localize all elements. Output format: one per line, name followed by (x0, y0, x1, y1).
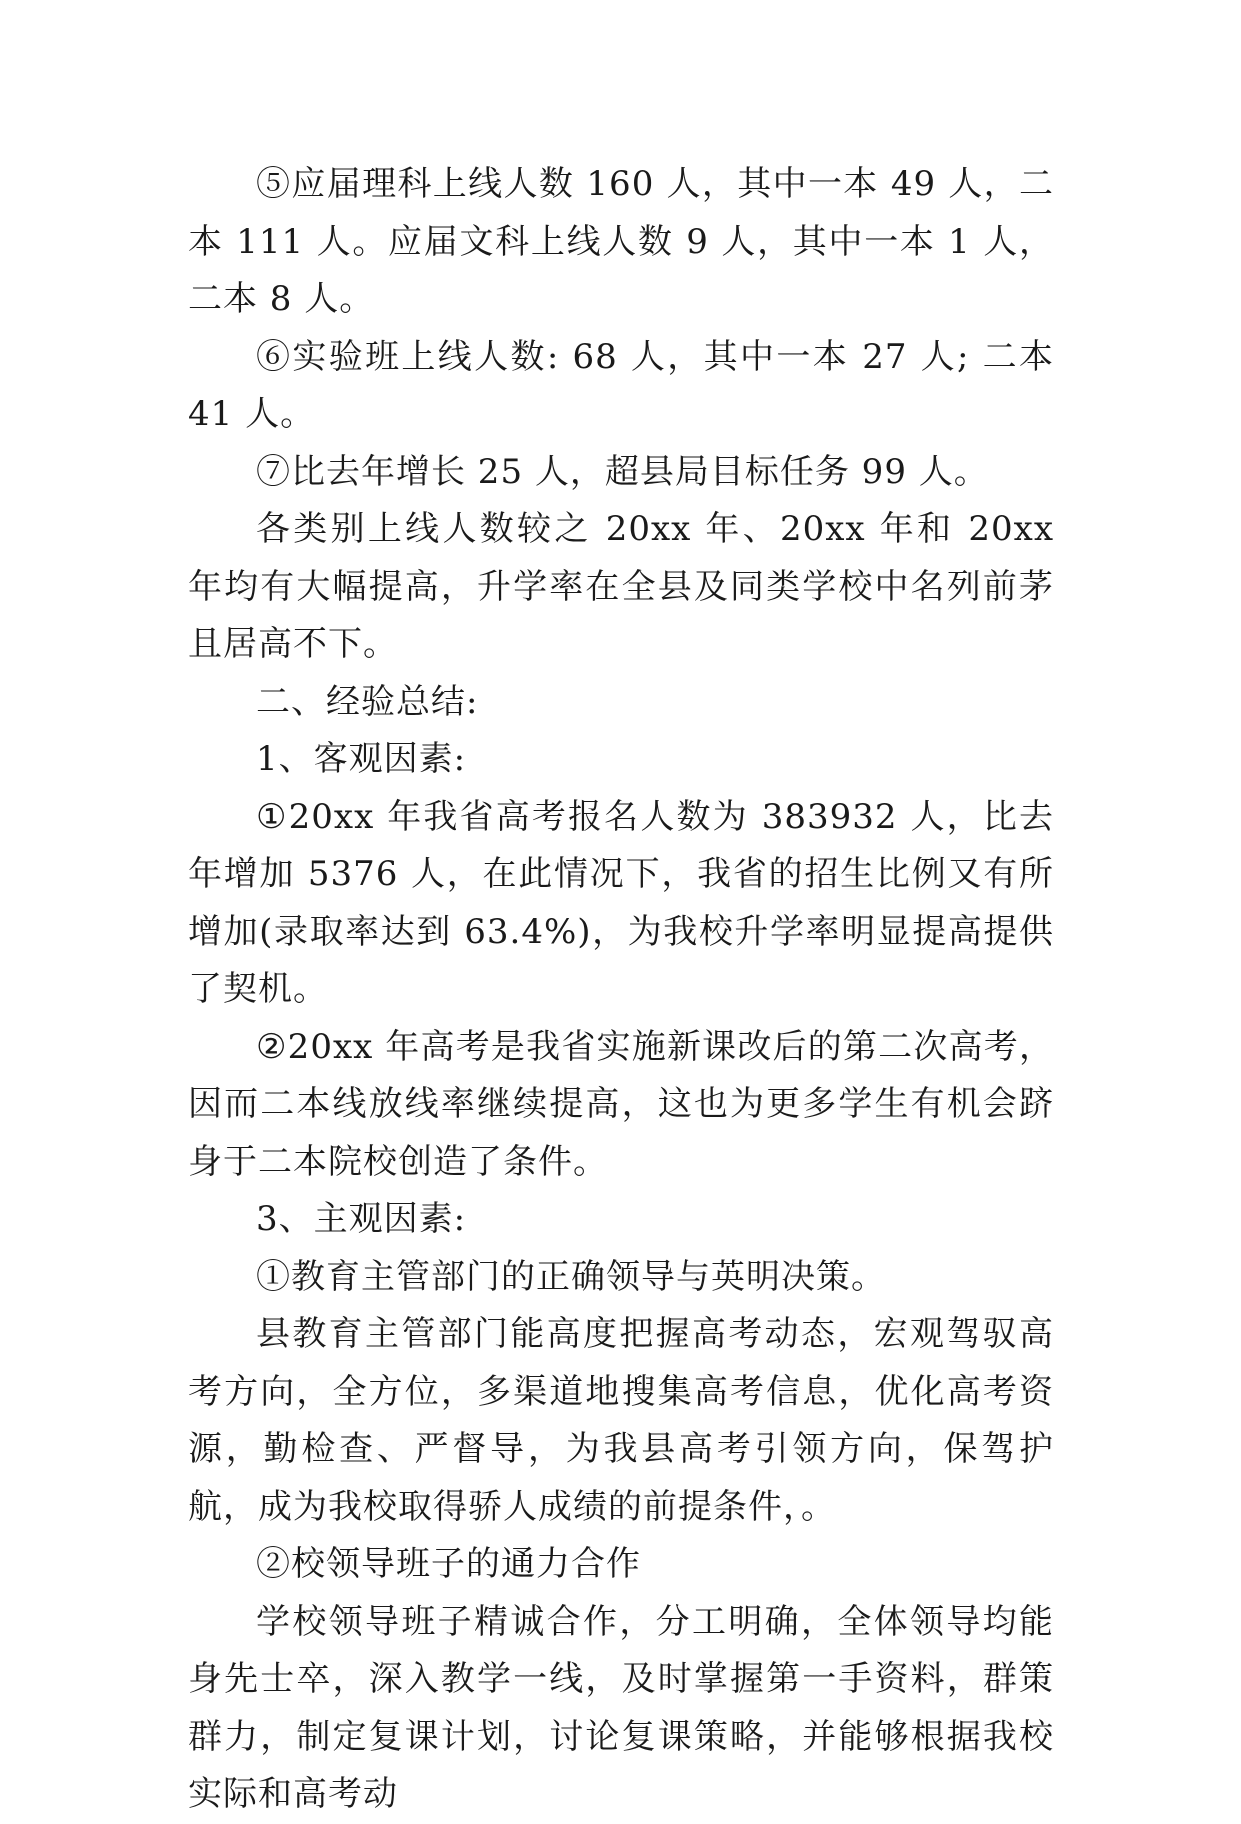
paragraph-results-experimental-class: ⑥实验班上线人数: 68 人，其中一本 27 人; 二本 41 人。 (188, 336, 1054, 434)
paragraph-subjective-factor-2-body: 学校领导班子精诚合作，分工明确，全体领导均能身先士卒，深入教学一线，及时掌握第一手资料，群策群力，制定复课计划，讨论复课策略，并能够根据我校实际和高考动 (188, 1601, 1054, 1814)
paragraph-objective-factor-2: ②20xx 年高考是我省实施新课改后的第二次高考，因而二本线放线率继续提高，这也为更多学生有机会跻身于二本院校创造了条件。 (188, 1026, 1054, 1182)
document-body (188, 156, 1054, 1824)
paragraph-results-growth: ⑦比去年增长 25 人，超县局目标任务 99 人。 (256, 451, 989, 492)
paragraph-subjective-factor-2-title: ②校领导班子的通力合作 (256, 1544, 641, 1584)
paragraph-objective-factor-1: ①20xx 年我省高考报名人数为 383932 人，比去年增加 5376 人，在此情况下，我省的招生比例又有所增加(录取率达到 63.4%)，为我校升学率明显提高提供了契机。 (188, 796, 1054, 1009)
subheading-subjective-factors: 3、主观因素: (256, 1199, 467, 1239)
section-heading-experience: 二、经验总结: (256, 681, 479, 722)
paragraph-subjective-factor-1-body: 县教育主管部门能高度把握高考动态，宏观驾驭高考方向，全方位，多渠道地搜集高考信息，优化高考资源，勤检查、严督导，为我县高考引领方向，保驾护航，成为我校取得骄人成绩的前提条件，。 (188, 1314, 1054, 1527)
paragraph-results-summary: 各类别上线人数较之 20xx 年、20xx 年和 20xx 年均有大幅提高，升学率在全县及同类学校中名列前茅且居高不下。 (188, 509, 1054, 664)
paragraph-results-science-arts: ⑤应届理科上线人数 160 人，其中一本 49 人，二本 111 人。应届文科上线人数 9 人，其中一本 1 人，二本 8 人。 (188, 164, 1054, 319)
subheading-objective-factors: 1、客观因素: (256, 739, 467, 779)
paragraph-subjective-factor-1-title: ①教育主管部门的正确领导与英明决策。 (256, 1256, 886, 1297)
